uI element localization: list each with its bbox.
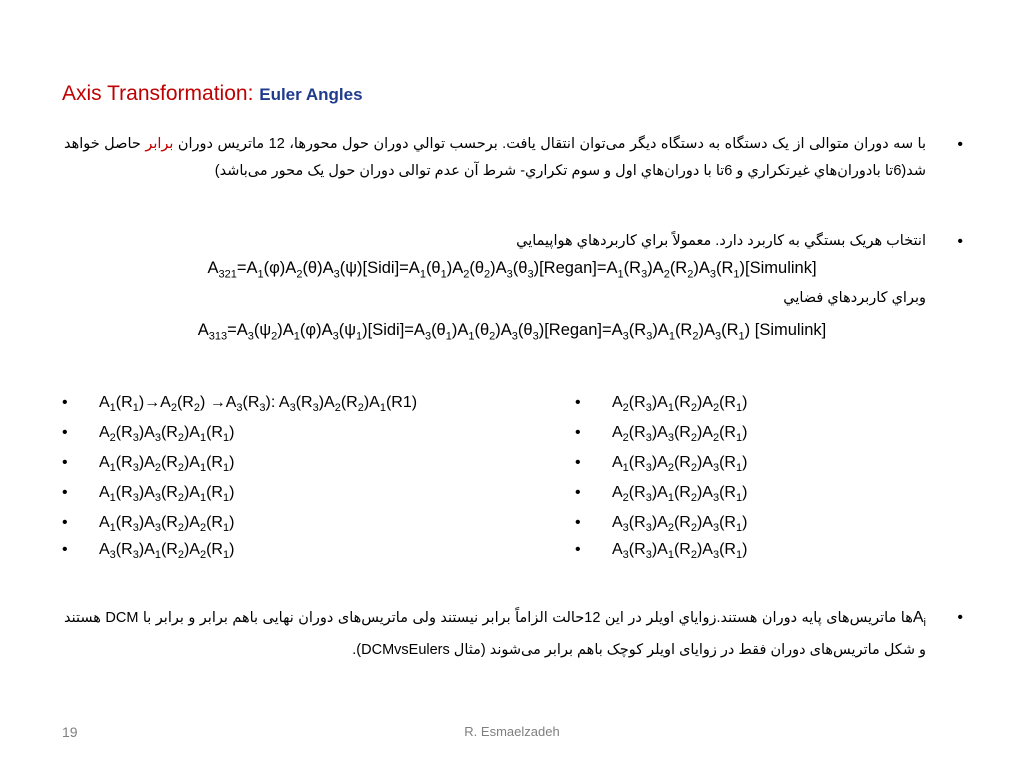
footer-author: R. Esmaelzadeh [464,724,560,739]
list-item: • $A_1(R_1)\to A_2(R_2) \to A_3(R_3)$: $A_3(R_3)A_2(R_2)A_1(R1)$ [62,394,418,415]
paragraph-rotation-count [64,131,963,185]
list-item: • $A_2(R_3)A_3(R_2)A_2(R_1)$ [575,424,748,445]
list-item: • $A_1(R_3)A_2(R_2)A_1(R_1)$ [62,454,235,475]
title-sub: Euler Angles [259,85,363,104]
paragraph-aircraft [64,228,963,255]
list-item: • $A_1(R_3)A_3(R_2)A_1(R_1)$ [62,484,235,505]
equation-321: $A_{321}=A_1(\varphi)A_2(\theta)A_3(\psi)[Sidi]=A_1(\theta_1)A_2(\theta_2)A_3(\theta_3)[Regan]=A_1(R_3)A_2(R_2)A_3(R_1)[Simulink]$ [207,259,817,281]
p4-text: ها ماتریس‌های پایه دوران هستند.زواياي اويلر در اين 12حالت الزاماً برابر نيستند ولی ماتریس‌های دوران نهایی باهم برابر و برابر با DCM هستند و شکل ماتریس‌های دوران فقط در زوایای اویلر کوچک باهم برابر می‌شوند (مثال DCMvsEulers). [64,610,926,659]
equation-313: $A_{313}=A_3(\psi_2)A_1(\varphi)A_3(\psi_1)[Sidi]=A_3(\theta_1)A_1(\theta_2)A_3(\theta_3)[Regan]=A_3(R_3)A_1(R_2)A_3(R_1)$ [Simulink] [197,321,827,343]
bullet-icon: • [957,609,963,626]
rotation-list-left [62,388,417,562]
page-number: 19 [62,724,78,740]
title-main: Axis Transformation: [62,82,260,105]
list-item: • $A_2(R_3)A_3(R_2)A_1(R_1)$ [62,424,235,445]
p1-after: حاصل خواهد شد(6تا بادوران‌هاي غيرتكراري و 6تا با دوران‌هاي اول و سوم تكراري- شرط آن عدم توالی دوران حول یک محور می‌باشد) [64,136,926,179]
slide-title [62,82,363,106]
list-item: • $A_2(R_3)A_1(R_2)A_2(R_1)$ [575,394,748,415]
label-space: وبراي كاربردهاي فضايي [783,290,926,306]
list-item: • $A_1(R_3)A_2(R_2)A_3(R_1)$ [575,454,748,475]
p1-before: با سه دوران متوالی از یک دستگاه به دستگاه دیگر می‌توان انتقال یافت. برحسب توالي دوران حول محورها، 12 ماتریس دوران [173,136,926,152]
list-item: • $A_3(R_3)A_2(R_2)A_3(R_1)$ [575,514,748,535]
p2-text: انتخاب هريک بستگي به كاربرد دارد. معمولاً براي كاربردهاي هواپيمايي [516,233,926,249]
bullet-icon: • [957,136,963,153]
paragraph-basic-matrices [64,604,963,664]
p1-highlight: برابر [145,136,174,152]
bullet-icon: • [957,233,963,250]
rotation-list-right [575,388,747,562]
p4-lead: $A_i$ [912,609,926,630]
list-item: • $A_3(R_3)A_1(R_2)A_3(R_1)$ [575,541,748,562]
list-item: • $A_3(R_3)A_1(R_2)A_2(R_1)$ [62,541,235,562]
list-item: • $A_1(R_3)A_3(R_2)A_2(R_1)$ [62,514,235,535]
list-item: • $A_2(R_3)A_1(R_2)A_3(R_1)$ [575,484,748,505]
